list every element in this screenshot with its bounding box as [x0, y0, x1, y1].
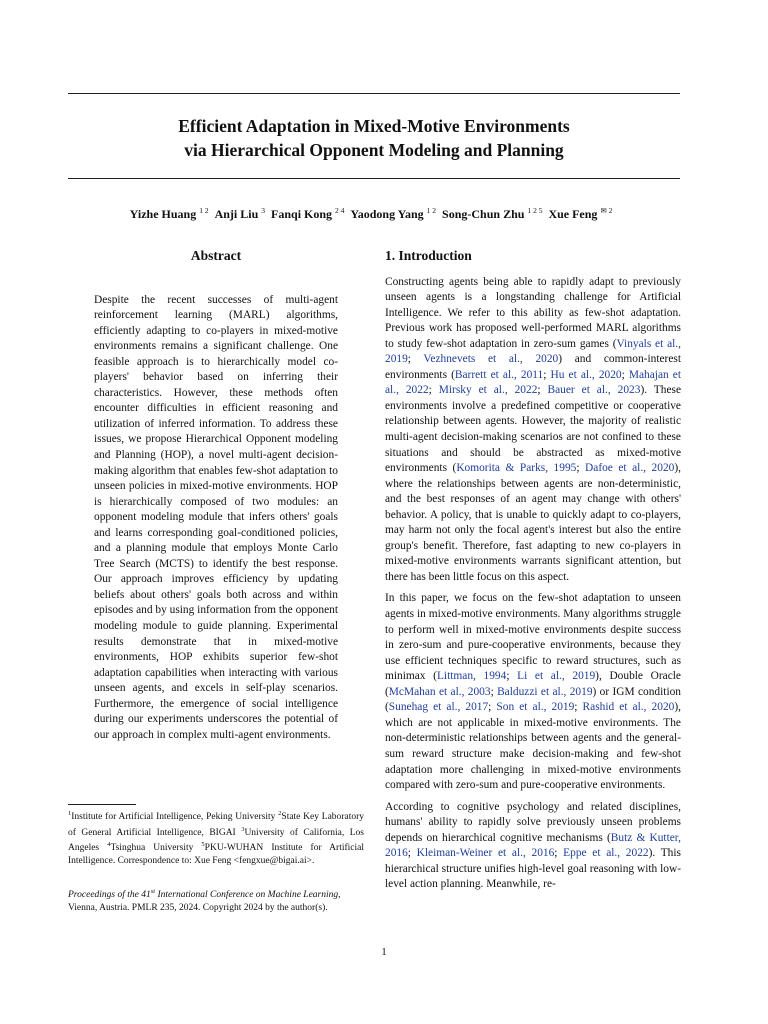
paragraph-text: ; — [407, 353, 424, 366]
affiliation-text: University of California, Los Angeles — [68, 827, 364, 854]
paragraph-text: According to cognitive psychology and related disciplines, humans' ability to rapidly solve previously unseen problems depends on hierarchical cognitive mechanisms ( — [385, 800, 681, 844]
citation-link[interactable]: Dafoe et al., 2020 — [585, 462, 675, 475]
paragraph-text: ) or IGM condition ( — [385, 685, 681, 714]
author-name: Song-Chun Zhu — [442, 207, 525, 221]
right-column — [385, 248, 681, 899]
paragraph-text: ; — [488, 701, 497, 714]
introduction-heading: 1. Introduction — [385, 248, 472, 263]
paragraph-text: ; — [490, 685, 498, 698]
author-affiliation: 3 — [261, 206, 266, 215]
paragraph-text: ; — [407, 847, 417, 860]
citation-link[interactable]: Bauer et al., 2023 — [547, 384, 641, 397]
proceedings-details: , Vienna, Austria. PMLR 235, 2024. Copyright 2024 by the author(s). — [68, 890, 341, 913]
proceedings-prefix: Proceedings of the — [68, 890, 142, 901]
author-affiliation: 2 4 — [335, 206, 345, 215]
citation-link[interactable]: Littman, 1994 — [436, 670, 507, 683]
author-affiliation: ✉ 2 — [600, 206, 613, 215]
affiliation-marker: 3 — [241, 825, 245, 833]
introduction-body — [385, 275, 681, 893]
abstract-heading: Abstract — [190, 248, 242, 263]
citation-link[interactable]: Vinyals et al., 2019 — [385, 337, 681, 366]
author-name: Xue Feng — [548, 207, 598, 221]
abstract-text: Despite the recent successes of multi-agent reinforcement learning (MARL) algorithms, efficiently adapting to co-players in mixed-motive environments remains a significant challenge. One feasible approach is to hierarchically model co-players' behavior based on inferring their characteristics. However, these methods often encounter difficulties in efficient reasoning and utilization of inferred information. To address these issues, we propose Hierarchical Opponent modeling and Planning (HOP), a novel multi-agent decision-making algorithm that enables few-shot adaptation to unseen policies in mixed-motive environments. HOP is hierarchically composed of two modules: an opponent modeling module that infers others' goals and learns corresponding goal-conditioned policies, and a planning module that employs Monte Carlo Tree Search (MCTS) to identify the best response. Our approach improves efficiency by updating beliefs about others' goals both across and within episodes and by using information from the opponent modeling module to guide planning. Experimental results demonstrate that in mixed-motive environments, HOP exhibits superior few-shot adaptation capabilities when interacting with various unseen agents, and excels in self-play scenarios. Furthermore, the emergence of social intelligence during our experiments underscores the potential of our approach in complex multi-agent environments. — [94, 293, 338, 741]
affiliation-marker: 1 — [68, 810, 72, 817]
author-affiliation: 1 2 — [199, 206, 209, 215]
affiliation-text: Institute for Artificial Intelligence, Peking University — [71, 812, 279, 823]
proceedings-ordinal-suffix: st — [150, 888, 156, 895]
title-line-2: via Hierarchical Opponent Modeling and Planning — [184, 140, 564, 160]
paper-title — [68, 114, 680, 162]
citation-link[interactable]: Son et al., 2019 — [496, 701, 575, 714]
author-affiliation: 1 2 5 — [527, 206, 543, 215]
affiliation-text: State Key Laboratory of General Artificial Intelligence, BIGAI — [68, 812, 364, 838]
citation-link[interactable]: Hu et al., 2020 — [550, 368, 622, 381]
citation-link[interactable]: Eppe et al., 2022 — [563, 847, 649, 860]
citation-link[interactable]: Balduzzi et al., 2019 — [497, 685, 593, 698]
author-list — [68, 206, 680, 222]
citation-link[interactable]: Butz & Kutter, 2016 — [385, 831, 681, 860]
proceedings-note — [68, 886, 364, 914]
affiliation-text: PKU-WUHAN Institute for Artificial Intelligence. Correspondence to: Xue Feng <fengxue@bigai.ai>. — [68, 843, 364, 866]
paragraph-text: ; — [543, 368, 551, 381]
author-name: Anji Liu — [214, 207, 259, 221]
paragraph-text: In this paper, we focus on the few-shot adaptation to unseen agents in mixed-motive environments. Many algorithms struggle to perform well in mixed-motive environments despite success in zero-sum and pure-cooperative environments, because they use efficient techniques specific to reward structures, such as minimax ( — [385, 592, 681, 683]
citation-link[interactable]: Barrett et al., 2011 — [454, 368, 544, 381]
affiliation-marker: 5 — [201, 841, 205, 849]
citation-link[interactable]: Komorita & Parks, 1995 — [456, 462, 577, 475]
paragraph-text: ; — [554, 847, 564, 860]
citation-link[interactable]: Sunehag et al., 2017 — [388, 701, 489, 714]
paragraph-text: ; — [574, 701, 583, 714]
title-bottom-rule — [68, 178, 680, 179]
left-column — [68, 248, 364, 743]
citation-link[interactable]: Kleiman-Weiner et al., 2016 — [416, 847, 555, 860]
footnote-rule — [68, 804, 136, 805]
affiliation-text: Tsinghua University — [110, 843, 202, 854]
paragraph-text: ; — [506, 670, 518, 683]
author-name: Fanqi Kong — [271, 207, 333, 221]
citation-link[interactable]: Li et al., 2019 — [517, 670, 596, 683]
affiliations-footnote — [68, 808, 364, 867]
paragraph-text: ) and common-interest environments ( — [385, 353, 681, 381]
paragraph-text: ; — [537, 384, 548, 397]
author-name: Yizhe Huang — [129, 207, 197, 221]
citation-link[interactable]: Mahajan et al., 2022 — [385, 368, 682, 397]
paragraph-text: ), Double Oracle ( — [385, 670, 681, 698]
page-number: 1 — [381, 946, 387, 958]
proceedings-conference: International Conference on Machine Learning — [155, 890, 339, 901]
proceedings-ordinal: 41 — [141, 890, 151, 901]
title-line-1: Efficient Adaptation in Mixed-Motive Environments — [178, 116, 570, 136]
affiliation-marker: 2 — [278, 810, 282, 817]
introduction-paragraph — [385, 275, 681, 586]
paragraph-text: ). This hierarchical structure unifies high-level goal reasoning with low-level action planning. Meanwhile, re- — [385, 847, 681, 891]
citation-link[interactable]: Mirsky et al., 2022 — [438, 384, 538, 397]
paragraph-text: ). These environments involve a predefined competitive or cooperative relationship between agents. However, the majority of realistic multi-agent decision-making scenarios are not confined to these situations and should be abstracted as mixed-motive environments ( — [385, 384, 682, 475]
introduction-paragraph — [385, 800, 681, 893]
paragraph-text: ; — [428, 384, 439, 397]
author-affiliation: 1 2 — [426, 206, 437, 215]
top-rule — [68, 93, 680, 94]
citation-link[interactable]: Vezhnevets et al., 2020 — [423, 353, 559, 366]
affiliation-marker: 4 — [107, 841, 111, 849]
introduction-paragraph — [385, 591, 681, 793]
paragraph-text: Constructing agents being able to rapidly adapt to previously unseen agents is a longstanding challenge for Artificial Intelligence. We refer to this ability as few-shot adaptation. Previous work has proposed well-performed MARL algorithms to study few-shot adaptation in zero-sum games ( — [385, 275, 681, 350]
citation-link[interactable]: Rashid et al., 2020 — [582, 701, 675, 714]
paragraph-text: ; — [621, 368, 629, 381]
citation-link[interactable]: McMahan et al., 2003 — [388, 685, 491, 698]
paragraph-text: ), where the relationships between agents are non-deterministic, and the best responses of an agent may change with others' behavior. A policy, that is unable to quickly adapt to co-players, may harm not only the focal agent's interest but also the entire group's benefit. Therefore, fast adapting to new co-players in mixed-motive environments warrants significant attention, but there has been little focus on this aspect. — [385, 462, 681, 583]
paragraph-text: ; — [576, 462, 586, 475]
paragraph-text: ), which are not applicable in mixed-motive environments. The non-deterministic relationships between agents and the general-sum reward structure make decision-making and few-shot adaptation more challenging in mixed-motive environments compared with zero-sum and pure-cooperative environments. — [385, 701, 681, 792]
author-name: Yaodong Yang — [350, 207, 424, 221]
